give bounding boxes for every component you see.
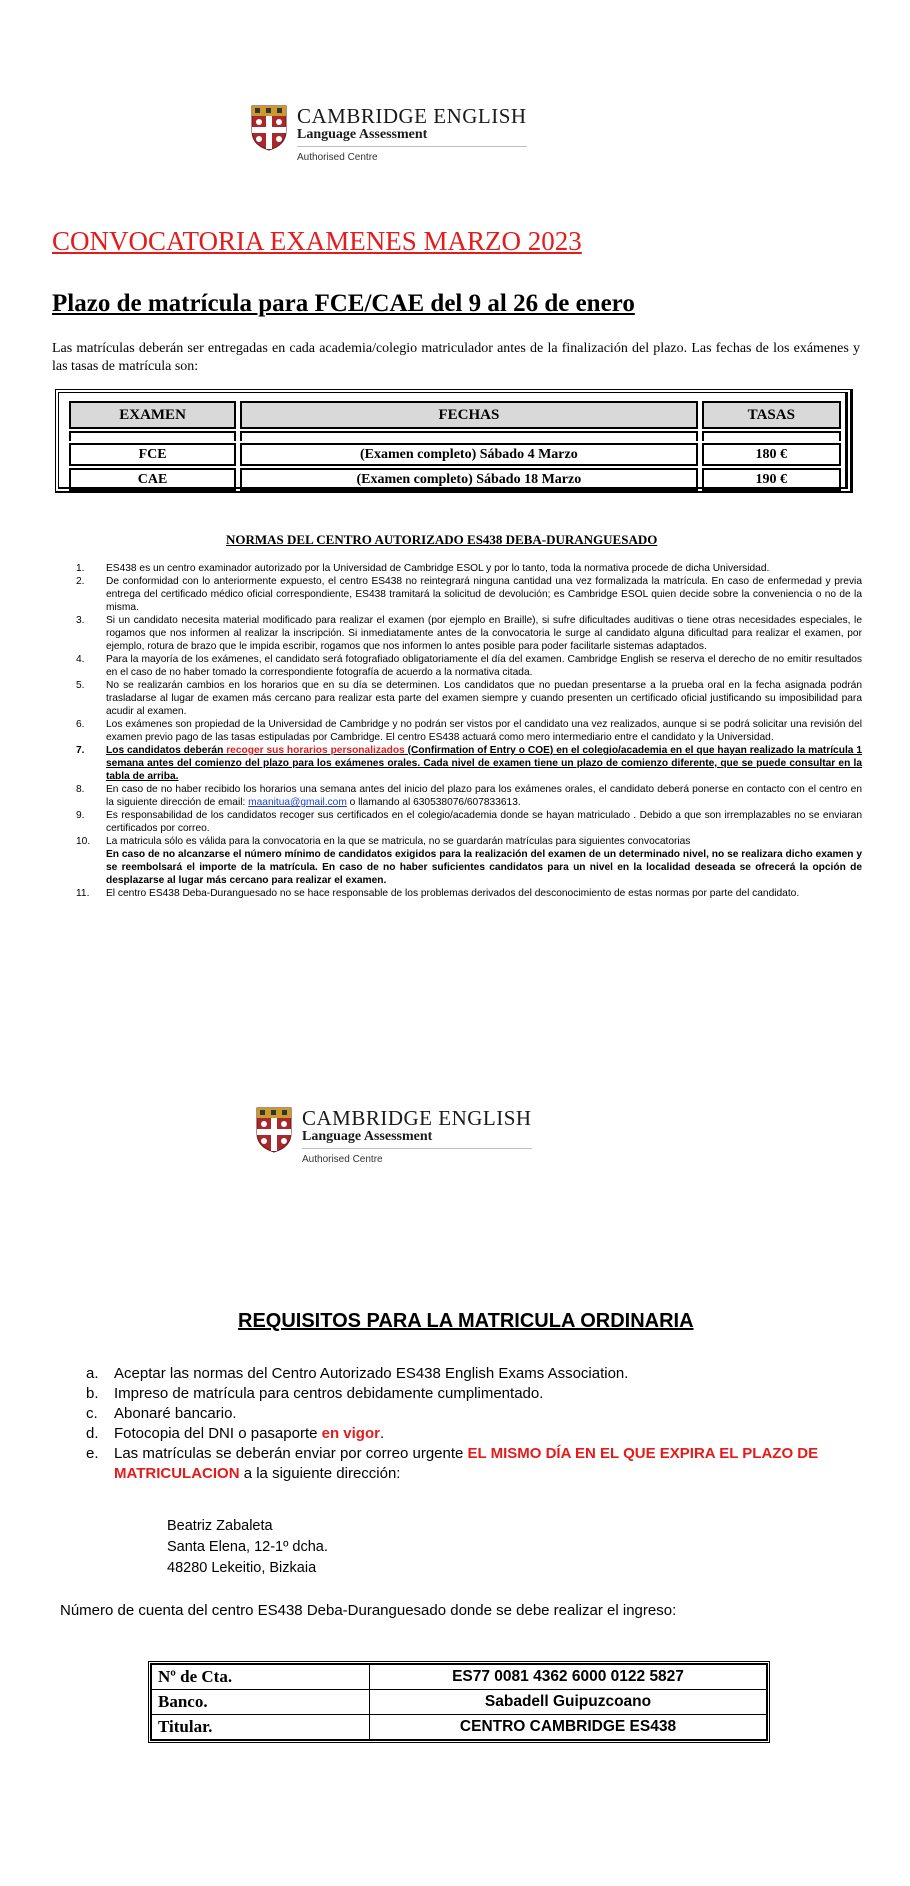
bank-details-table bbox=[148, 1661, 770, 1743]
rule-number: 11. bbox=[76, 888, 90, 899]
date-cell: (Examen completo) Sábado 18 Marzo bbox=[240, 468, 697, 491]
rule-number: 10. bbox=[76, 836, 91, 847]
exam-cell: CAE bbox=[69, 468, 236, 491]
rule-text-part: o llamando al 630538076/607833613. bbox=[346, 797, 521, 808]
list-item bbox=[86, 1424, 846, 1444]
list-letter: d. bbox=[86, 1425, 99, 1442]
list-text: Abonaré bancario. bbox=[114, 1405, 237, 1422]
list-text: Impreso de matrícula para centros debidamente cumplimentado. bbox=[114, 1385, 544, 1402]
rule-item bbox=[76, 562, 862, 575]
table-row bbox=[152, 1715, 767, 1740]
rule-text: Los exámenes son propiedad de la Universidad de Cambridge y no podrán ser vistos por el candidato una vez realizados, aunque si se podrá solicitar una revisión del examen previo pago de las tasas estipuladas por Cambridge. El centro ES438 actuará como mero intermediario entre el candidato y la Universidad. bbox=[106, 719, 862, 743]
list-item bbox=[86, 1364, 846, 1384]
table-row bbox=[69, 443, 841, 466]
bank-label: Banco. bbox=[152, 1690, 370, 1715]
list-letter: e. bbox=[86, 1445, 99, 1462]
exam-fees-table bbox=[55, 389, 853, 493]
rule-number: 3. bbox=[76, 615, 85, 626]
rule-number: 7. bbox=[76, 745, 85, 756]
enrolment-period-heading: Plazo de matrícula para FCE/CAE del 9 al 26 de enero bbox=[52, 290, 635, 317]
spacer-cell bbox=[240, 431, 697, 441]
bank-value: Sabadell Guipuzcoano bbox=[370, 1690, 767, 1715]
address-line: 48280 Lekeitio, Bizkaia bbox=[167, 1560, 317, 1576]
address-line: Beatriz Zabaleta bbox=[167, 1518, 273, 1534]
list-highlight: EL MISMO DÍA EN EL QUE EXPIRA EL PLAZO DE MATRICULACION bbox=[114, 1445, 819, 1482]
table-row bbox=[69, 468, 841, 491]
rule-item bbox=[76, 809, 862, 835]
rule-text-part: (Confirmation of Entry o COE) en el colegio/academia en el que hayan realizado la matrícula 1 semana antes del comienzo del plazo para los exámenes orales. Cada nivel de examen tiene un plazo de comienzo diferente, que se puede consultar en la tabla de arriba. bbox=[106, 745, 863, 782]
list-text: Aceptar las normas del Centro Autorizado ES438 English Exams Association. bbox=[114, 1365, 629, 1382]
cambridge-logo-bottom bbox=[256, 1107, 532, 1165]
rule-item bbox=[76, 575, 862, 614]
rule-text: Si un candidato necesita material modificado para realizar el examen (por ejemplo en Braille), si sufre dificultades auditivas o tiene otras necesidades especiales, le rogamos que nos informen al realizar la inscripción. Si inmediatamente antes de la convocatoria le surge al candidato alguna dificultad para realizar el examen, por ejemplo, rotura de brazo que le impida escribir, rogamos que nos informen lo antes posible para poder facilitarle sistemas adaptados. bbox=[106, 615, 862, 652]
rule-number: 2. bbox=[76, 576, 85, 587]
list-text-part: Las matrículas se deberán enviar por correo urgente bbox=[114, 1445, 468, 1462]
rule-text: De conformidad con lo anteriormente expuesto, el centro ES438 no reintegrará ninguna cantidad una vez formalizada la matrícula. En caso de enfermedad y previa entrega del certificado médico oficial correspondiente, ES438 tramitará la solicitud de devolución; es Cambridge ESOL quien decide sobre la conveniencia o no de la misma. bbox=[106, 576, 862, 613]
fee-cell: 190 € bbox=[702, 468, 841, 491]
list-letter: b. bbox=[86, 1385, 99, 1402]
list-text-part: Fotocopia del DNI o pasaporte bbox=[114, 1425, 322, 1442]
rule-text: El centro ES438 Deba-Duranguesado no se hace responsable de los problemas derivados del desconocimiento de estas normas por parte del candidato. bbox=[106, 888, 800, 899]
logo-subtitle: Language Assessment bbox=[297, 127, 527, 147]
rule-text: Es responsabilidad de los candidatos recoger sus certificados en el colegio/academia donde se hayan matriculado . Debido a que son irremplazables no se enviaran certificados por correo. bbox=[106, 810, 862, 834]
bank-label: Titular. bbox=[152, 1715, 370, 1740]
account-intro: Número de cuenta del centro ES438 Deba-Duranguesado donde se debe realizar el ingreso: bbox=[60, 1602, 677, 1619]
fee-cell: 180 € bbox=[702, 443, 841, 466]
rules-list bbox=[76, 562, 862, 900]
dates-header: FECHAS bbox=[240, 401, 697, 429]
rule-text-part: La matricula sólo es válida para la convocatoria en la que se matricula, no se guardarán matrículas para siguientes convocatorias bbox=[106, 836, 691, 847]
rule-text: Para la mayoría de los exámenes, el candidato será fotografiado obligatoriamente el día del examen. Cambridge English se reserva el derecho de no emitir resultados en el caso de no haber tomado la correspondiente fotografía de acuerdo a la normativa citada. bbox=[106, 654, 862, 678]
logo-title: CAMBRIDGE ENGLISH bbox=[297, 104, 527, 128]
rule-item bbox=[76, 744, 862, 783]
list-text bbox=[114, 1424, 384, 1444]
rule-item bbox=[76, 718, 862, 744]
bank-label: Nº de Cta. bbox=[152, 1665, 370, 1690]
cambridge-shield-icon bbox=[256, 1107, 292, 1153]
rule-number: 1. bbox=[76, 563, 85, 574]
requirements-list bbox=[86, 1364, 846, 1484]
cambridge-logo-top bbox=[251, 105, 527, 163]
table-row bbox=[152, 1665, 767, 1690]
rule-highlight: recoger sus horarios personalizados bbox=[226, 745, 405, 756]
rule-item bbox=[76, 653, 862, 679]
rule-text bbox=[106, 835, 862, 887]
bank-value: CENTRO CAMBRIDGE ES438 bbox=[370, 1715, 767, 1740]
rules-heading: NORMAS DEL CENTRO AUTORIZADO ES438 DEBA-DURANGUESADO bbox=[226, 532, 658, 547]
logo-authorised: Authorised Centre bbox=[297, 152, 378, 163]
rule-text: ES438 es un centro examinador autorizado por la Universidad de Cambridge ESOL y por lo tanto, toda la normativa procede de dicha Universidad. bbox=[106, 563, 770, 574]
table-row bbox=[152, 1690, 767, 1715]
cambridge-shield-icon bbox=[251, 105, 287, 151]
list-item bbox=[86, 1444, 846, 1484]
intro-paragraph: Las matrículas deberán ser entregadas en cada academia/colegio matriculador antes de la finalización del plazo. Las fechas de los exámenes y las tasas de matrícula son: bbox=[52, 341, 860, 374]
bank-value: ES77 0081 4362 6000 0122 5827 bbox=[370, 1665, 767, 1690]
logo-subtitle: Language Assessment bbox=[302, 1129, 532, 1149]
rule-item bbox=[76, 887, 862, 900]
rule-item bbox=[76, 614, 862, 653]
list-text-part: a la siguiente dirección: bbox=[239, 1465, 401, 1482]
rule-bold-text: En caso de no alcanzarse el número mínimo de candidatos exigidos para la realización del examen de un determinado nivel, no se realizara dicho examen y se reembolsará el importe de la matrícula. En caso de no haber suficientes candidatos para un nivel en la localidad deseada se ofrecerá la opción de desplazarse al lugar más cercano para realizar el examen. bbox=[106, 849, 862, 886]
rule-text bbox=[106, 783, 862, 809]
email-link[interactable]: maanitua@gmail.com bbox=[248, 797, 347, 808]
rule-text-part: En caso de no haber recibido los horarios una semana antes del inicio del plazo para los exámenes orales, el candidato deberá ponerse en contacto con el centro en la siguiente dirección de email: bbox=[106, 784, 862, 808]
spacer-cell bbox=[702, 431, 841, 441]
spacer-cell bbox=[69, 431, 236, 441]
logo-authorised: Authorised Centre bbox=[302, 1154, 383, 1165]
exam-cell: FCE bbox=[69, 443, 236, 466]
requirements-heading: REQUISITOS PARA LA MATRICULA ORDINARIA bbox=[238, 1310, 694, 1332]
date-cell: (Examen completo) Sábado 4 Marzo bbox=[240, 443, 697, 466]
list-text bbox=[114, 1444, 846, 1484]
list-item bbox=[86, 1404, 846, 1424]
rule-text-part: Los candidatos deberán bbox=[106, 745, 227, 756]
rule-number: 8. bbox=[76, 784, 85, 795]
list-letter: a. bbox=[86, 1365, 99, 1382]
address-line: Santa Elena, 12-1º dcha. bbox=[167, 1539, 328, 1555]
list-text-part: . bbox=[379, 1425, 385, 1442]
list-highlight: en vigor bbox=[321, 1425, 380, 1442]
rule-item bbox=[76, 679, 862, 718]
rule-number: 9. bbox=[76, 810, 85, 821]
rule-number: 6. bbox=[76, 719, 85, 730]
rule-item bbox=[76, 835, 862, 887]
logo-title: CAMBRIDGE ENGLISH bbox=[302, 1106, 532, 1130]
list-item bbox=[86, 1384, 846, 1404]
exam-header: EXAMEN bbox=[69, 401, 236, 429]
rule-number: 4. bbox=[76, 654, 85, 665]
rule-item bbox=[76, 783, 862, 809]
fees-header: TASAS bbox=[702, 401, 841, 429]
list-letter: c. bbox=[86, 1405, 98, 1422]
rule-text bbox=[106, 744, 862, 783]
rule-number: 5. bbox=[76, 680, 85, 691]
rule-text: No se realizarán cambios en los horarios que en su día se determinen. Los candidatos que no puedan presentarse a la prueba oral en la fecha asignada podrán trasladarse al lugar de examen más cercano para realizar esta parte del examen siempre y cuando presenten un certificado oficial justificando su imposibilidad para acudir al examen. bbox=[106, 680, 862, 717]
postal-address bbox=[167, 1516, 328, 1579]
page-title: CONVOCATORIA EXAMENES MARZO 2023 bbox=[52, 226, 582, 256]
